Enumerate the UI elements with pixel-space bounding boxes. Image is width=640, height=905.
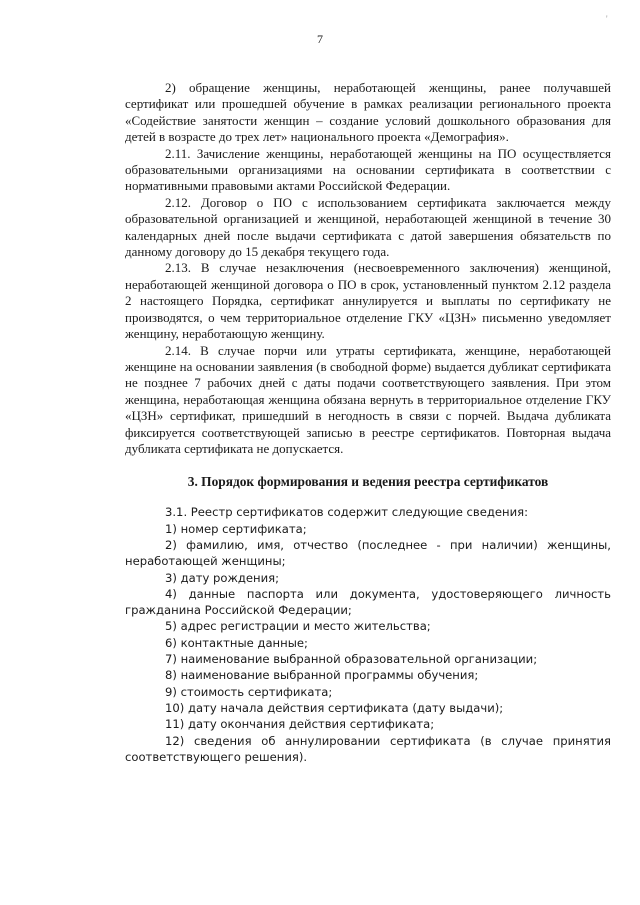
paragraph-2-11: 2.11. Зачисление женщины, неработающей женщины на ПО осуществляется образовательными организациями на основании сертификата в соответствии с нормативными правовыми актами Российской Федерации.: [125, 145, 611, 194]
paragraph-2-12: 2.12. Договор о ПО с использованием сертификата заключается между образовательной организацией и женщиной, неработающей женщиной в течение 30 календарных дней после выдачи сертификата с датой завершения обязательств по данному договору до 15 декабря текущего года.: [125, 194, 611, 260]
scan-mark: ': [606, 14, 608, 24]
list-item: 8) наименование выбранной программы обучения;: [165, 668, 479, 683]
list-item: 12) сведения об аннулировании сертификата (в случае принятия соответствующего решения).: [125, 733, 611, 764]
list-item: 2) фамилию, имя, отчество (последнее - при наличии) женщины, неработающей женщины;: [125, 537, 611, 569]
paragraph-2-10-item-2: 2) обращение женщины, неработающей женщины, ранее получавшей сертификат или прошедшей обучение в рамках реализации регионального проекта «Содействие занятости женщин – создание условий дошкольного образования для детей в возрасте до трех лет» национального проекта «Демография».: [125, 80, 611, 145]
list-item: 10) дату начала действия сертификата (дату выдачи);: [165, 700, 504, 715]
page-content: [125, 80, 611, 765]
section-2-continuation: [125, 80, 611, 457]
list-item: 4) данные паспорта или документа, удостоверяющего личность гражданина Российской Федерации;: [125, 586, 611, 618]
list-item: 6) контактные данные;: [165, 635, 308, 650]
list-item: 7) наименование выбранной образовательной организации;: [165, 652, 538, 667]
section-3-heading: 3. Порядок формирования и ведения реестра сертификатов: [187, 474, 549, 490]
section-3-body: [125, 504, 611, 765]
list-item: 5) адрес регистрации и место жительства;: [165, 619, 431, 634]
paragraph-3-1: 3.1. Реестр сертификатов содержит следующие сведения:: [165, 505, 529, 520]
list-item: 11) дату окончания действия сертификата;: [165, 717, 435, 732]
list-item: 3) дату рождения;: [165, 570, 280, 585]
list-item: 9) стоимость сертификата;: [165, 684, 333, 699]
page-number: 7: [317, 32, 323, 46]
paragraph-2-13: 2.13. В случае незаключения (несвоевременного заключения) женщиной, неработающей женщиной договора о ПО в срок, установленный пунктом 2.12 раздела 2 настоящего Порядка, сертификат аннулируется и выплаты по сертификату не производятся, о чем территориальное отделение ГКУ «ЦЗН» письменно уведомляет женщину, неработающую женщину.: [125, 260, 611, 342]
list-item: 1) номер сертификата;: [165, 521, 307, 536]
paragraph-2-14: 2.14. В случае порчи или утраты сертификата, женщине, неработающей женщине на основании заявления (в свободной форме) выдается дубликат сертификата не позднее 7 рабочих дней с даты подачи соответствующего заявления. При этом женщина, неработающая женщина обязана вернуть в территориальное отделение ГКУ «ЦЗН» сертификат, пришедший в негодность в связи с порчей. Выдача дубликата фиксируется соответствующей записью в реестре сертификатов. Повторная выдача дубликата сертификата не допускается.: [125, 342, 611, 456]
